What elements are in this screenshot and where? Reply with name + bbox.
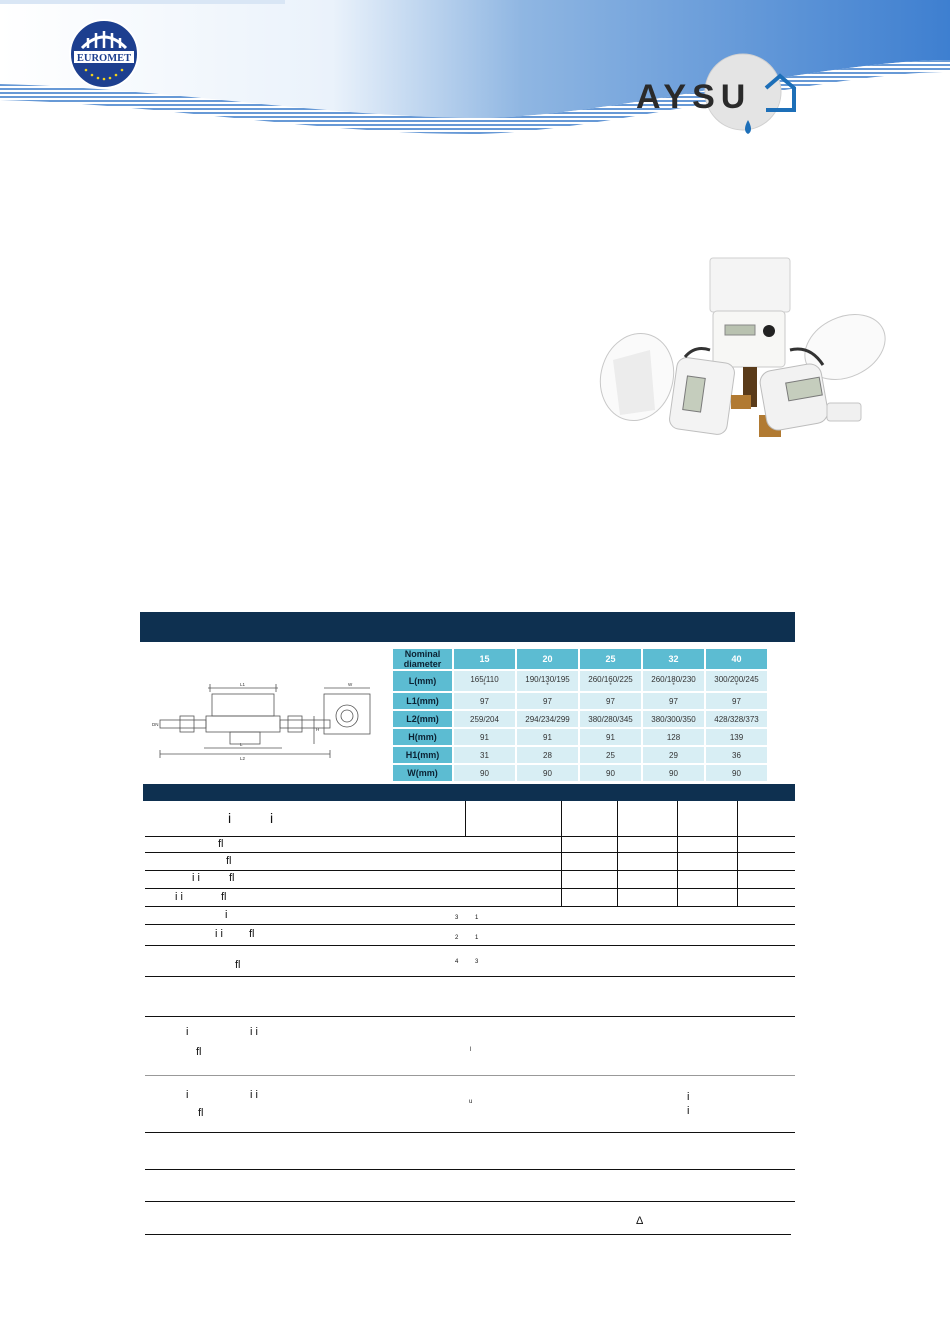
- nominal-diameter-header: Nominal diameter: [393, 649, 452, 669]
- table-cell: 36: [706, 747, 767, 763]
- grid-line: [561, 801, 562, 906]
- row-label: L1(mm): [393, 693, 452, 709]
- spec-text: i: [186, 1026, 189, 1038]
- spec-text: i: [687, 1105, 690, 1117]
- spec-text: fl: [249, 928, 255, 940]
- size-header: 20: [517, 649, 578, 669]
- table-row: [393, 729, 767, 745]
- table-cell: 90: [643, 765, 704, 781]
- grid-line: [145, 836, 795, 837]
- spec-text: i: [225, 909, 228, 921]
- star-mark: *: [483, 682, 486, 689]
- table-cell: [454, 671, 515, 691]
- dimension-drawing: [150, 676, 382, 768]
- spec-text: i: [270, 810, 274, 826]
- spec-text: i: [228, 810, 232, 826]
- size-header: 32: [643, 649, 704, 669]
- grid-line: [145, 1169, 795, 1170]
- grid-line: [465, 801, 466, 836]
- spec-text: 1: [475, 935, 479, 941]
- spec-text: 3: [455, 915, 459, 921]
- table-cell: 128: [643, 729, 704, 745]
- table-row: [393, 765, 767, 781]
- table-cell: 90: [517, 765, 578, 781]
- spec-text: i i: [192, 872, 200, 884]
- row-label: H1(mm): [393, 747, 452, 763]
- spec-text: i i: [175, 891, 183, 903]
- grid-line: [145, 888, 795, 889]
- grid-line: [145, 852, 795, 853]
- grid-line: [617, 801, 618, 906]
- spec-text: 4: [455, 959, 459, 965]
- euromet-logo: [68, 18, 140, 90]
- cell-value: 190/130/195: [525, 674, 570, 684]
- grid-line: [145, 1075, 795, 1076]
- table-cell: 97: [580, 693, 641, 709]
- table-cell: 97: [643, 693, 704, 709]
- spec-text: Δ: [636, 1215, 644, 1227]
- svg-text:L: L: [240, 742, 243, 747]
- table-cell: 25: [580, 747, 641, 763]
- table-cell: 428/328/373: [706, 711, 767, 727]
- table-cell: 380/300/350: [643, 711, 704, 727]
- grid-line: [145, 924, 795, 925]
- spec-text: 2: [455, 935, 459, 941]
- grid-line: [145, 1234, 791, 1235]
- grid-line: [145, 906, 795, 907]
- grid-line: [145, 1016, 795, 1017]
- spec-text: i: [186, 1089, 189, 1101]
- spec-text: u: [469, 1099, 473, 1105]
- table-header-row: [393, 649, 767, 669]
- table-cell: 97: [517, 693, 578, 709]
- table-cell: 259/204: [454, 711, 515, 727]
- spec-text: i i: [215, 928, 223, 940]
- table-cell: 97: [454, 693, 515, 709]
- spec-text: fl: [229, 872, 235, 884]
- size-header: 15: [454, 649, 515, 669]
- aysu-logo: [628, 52, 808, 144]
- grid-line: [145, 1132, 795, 1133]
- spec-text: fl: [226, 855, 232, 867]
- star-mark: *: [546, 682, 549, 689]
- table-cell: 97: [706, 693, 767, 709]
- svg-text:W: W: [348, 682, 353, 687]
- size-header: 25: [580, 649, 641, 669]
- spec-text: 1: [475, 915, 479, 921]
- row-label: L(mm): [393, 671, 452, 691]
- cell-value: 260/180/230: [651, 674, 696, 684]
- table-cell: 90: [706, 765, 767, 781]
- spec-text: i i: [250, 1089, 258, 1101]
- star-mark: *: [609, 682, 612, 689]
- row-label: H(mm): [393, 729, 452, 745]
- spec-text: fl: [196, 1046, 202, 1058]
- grid-line: [145, 976, 795, 977]
- table-cell: 28: [517, 747, 578, 763]
- specifications-grid: [145, 801, 795, 1237]
- table-cell: 31: [454, 747, 515, 763]
- row-label: W(mm): [393, 765, 452, 781]
- row-label: L2(mm): [393, 711, 452, 727]
- grid-line: [145, 1201, 795, 1202]
- spec-text: fl: [235, 959, 241, 971]
- spec-text: 3: [475, 959, 479, 965]
- dimensions-table: [391, 647, 769, 783]
- table-row: [393, 711, 767, 727]
- svg-text:H: H: [316, 727, 320, 732]
- spec-text: i i: [250, 1026, 258, 1038]
- table-cell: [580, 671, 641, 691]
- grid-line: [145, 945, 795, 946]
- table-row: [393, 747, 767, 763]
- svg-text:DN: DN: [152, 722, 159, 727]
- table-cell: 90: [580, 765, 641, 781]
- spec-text: i: [687, 1091, 690, 1103]
- table-cell: 90: [454, 765, 515, 781]
- table-cell: 29: [643, 747, 704, 763]
- spec-text: fl: [198, 1107, 204, 1119]
- table-cell: 380/280/345: [580, 711, 641, 727]
- grid-line: [145, 870, 795, 871]
- spec-text: fl: [221, 891, 227, 903]
- svg-text:AYSU: AYSU: [636, 78, 752, 116]
- cell-value: 300/200/245: [714, 674, 759, 684]
- table-cell: [643, 671, 704, 691]
- specifications-section-bar: [143, 784, 795, 801]
- grid-line: [677, 801, 678, 906]
- svg-text:EUROMET: EUROMET: [76, 53, 132, 64]
- cell-value: 165/110: [470, 674, 499, 684]
- star-mark: *: [672, 682, 675, 689]
- table-cell: 91: [454, 729, 515, 745]
- table-cell: 139: [706, 729, 767, 745]
- table-cell: [706, 671, 767, 691]
- cell-value: 260/160/225: [588, 674, 633, 684]
- spec-text: fl: [218, 838, 224, 850]
- star-mark: *: [735, 682, 738, 689]
- table-row: [393, 693, 767, 709]
- spec-text: l: [470, 1047, 472, 1053]
- product-photo-heat-meters: [595, 255, 890, 445]
- table-row: [393, 671, 767, 691]
- svg-text:L1: L1: [240, 682, 246, 687]
- table-cell: 91: [580, 729, 641, 745]
- table-cell: 294/234/299: [517, 711, 578, 727]
- grid-line: [737, 801, 738, 906]
- dimensions-section-bar: [140, 612, 795, 642]
- table-cell: 91: [517, 729, 578, 745]
- table-cell: [517, 671, 578, 691]
- size-header: 40: [706, 649, 767, 669]
- svg-text:L2: L2: [240, 756, 246, 761]
